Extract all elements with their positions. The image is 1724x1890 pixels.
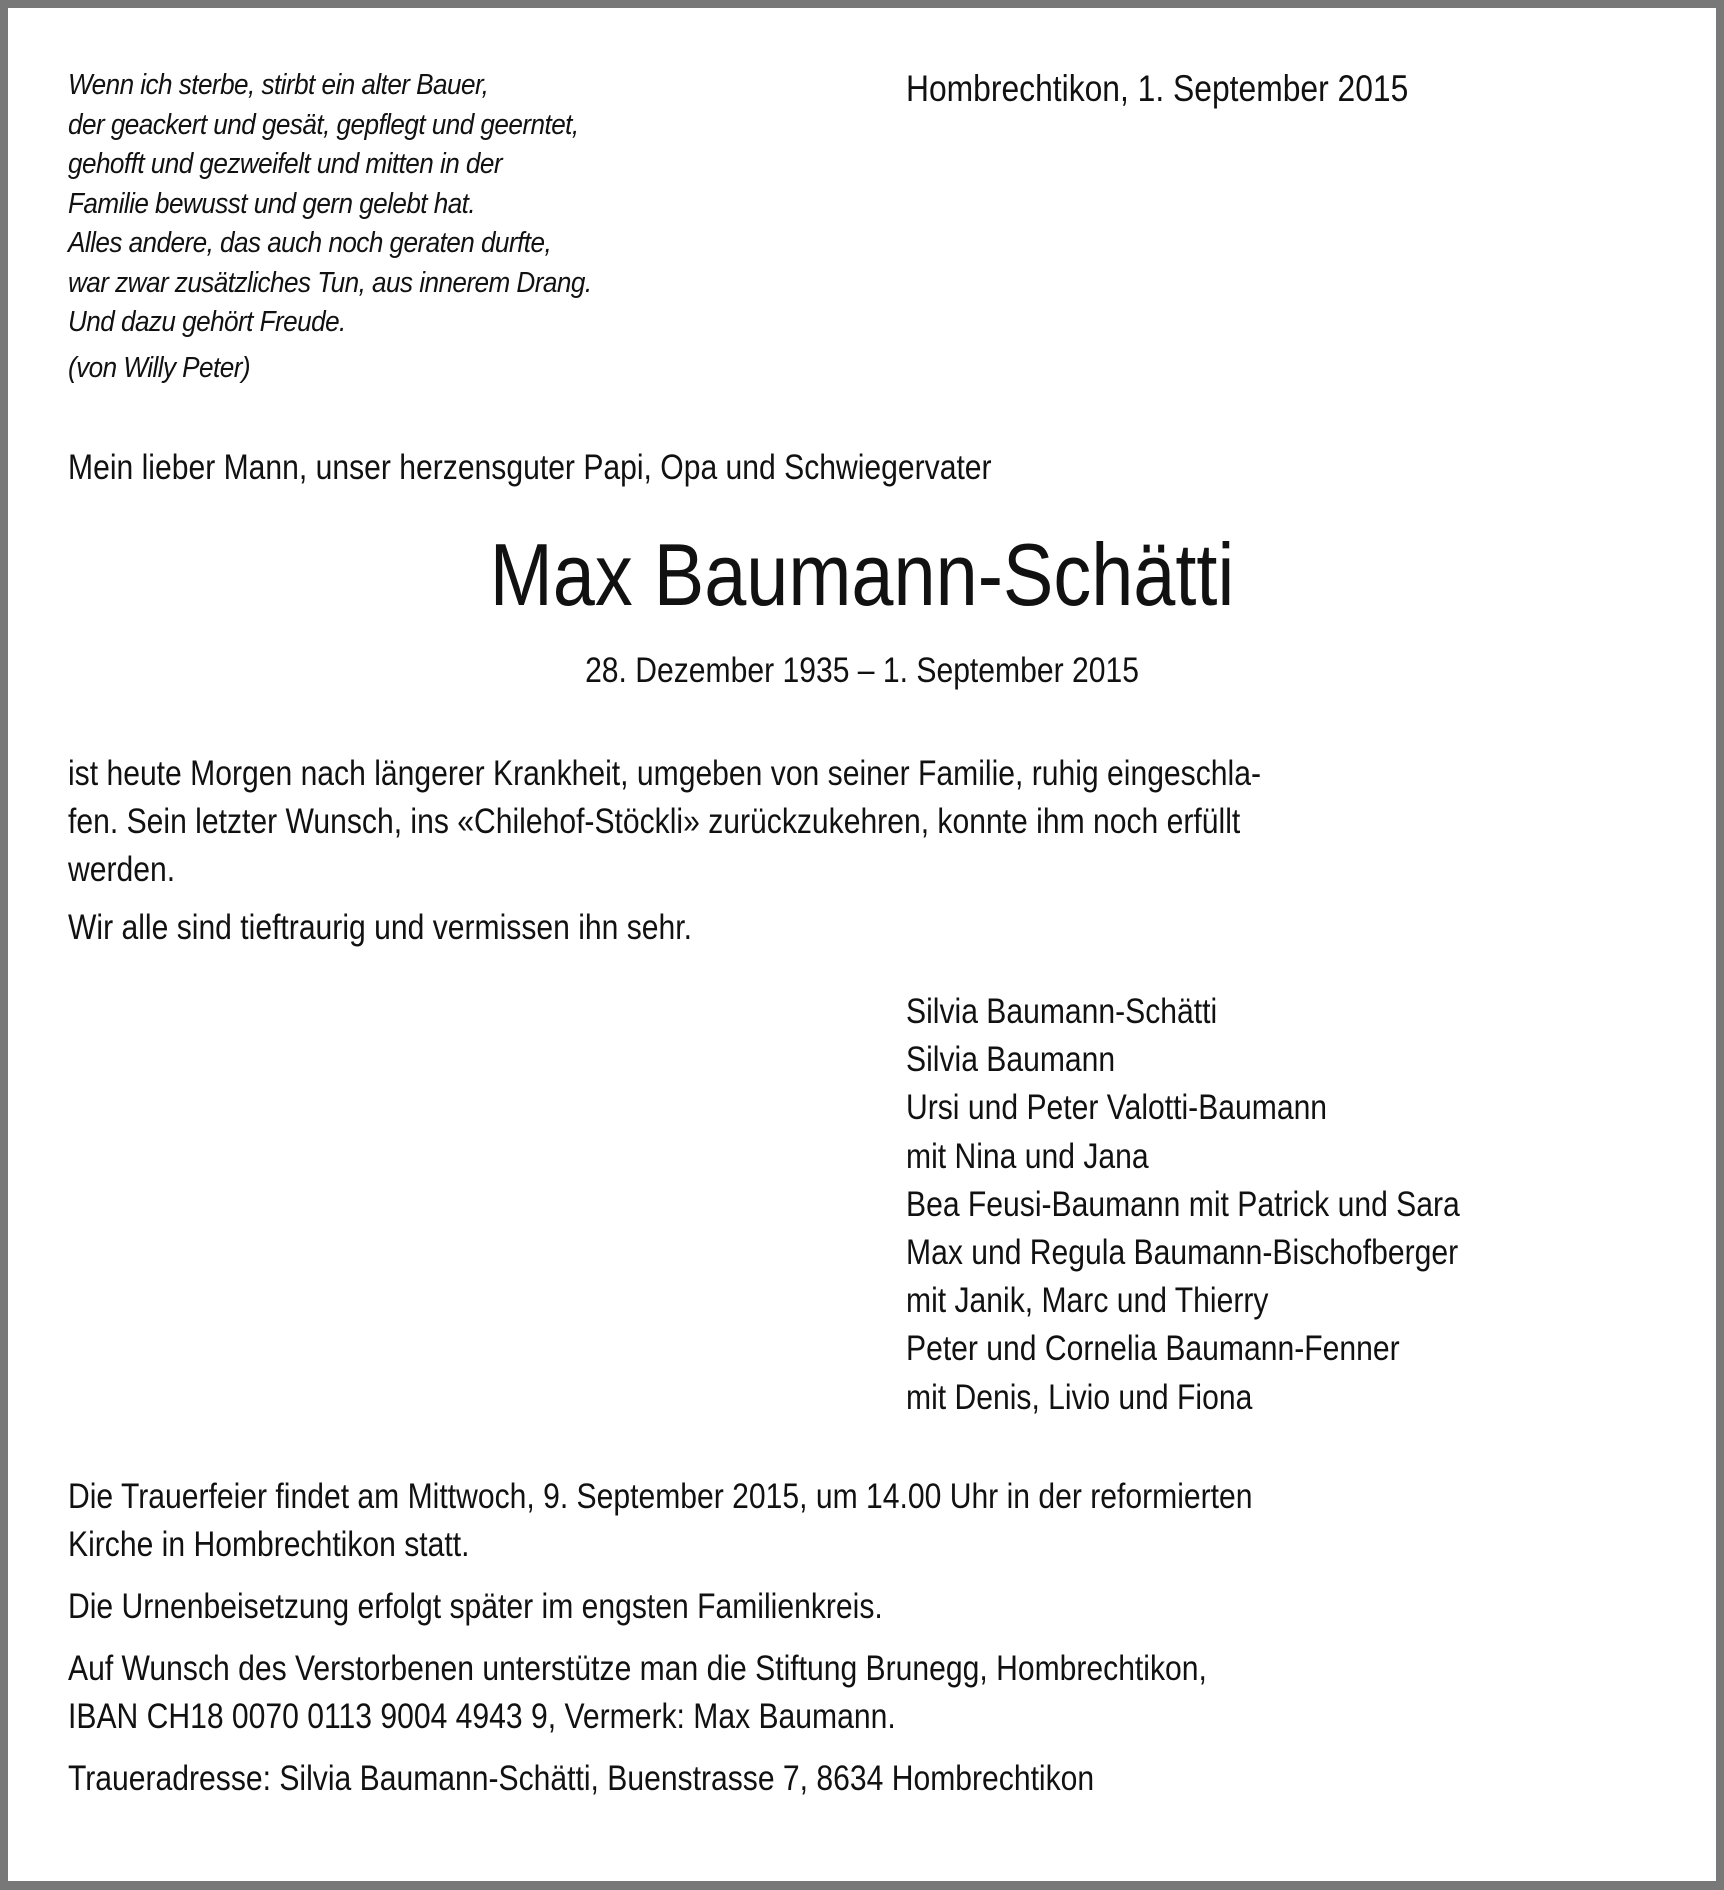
poem-line: Familie bewusst und gern gelebt hat. xyxy=(68,187,476,220)
mourners-list xyxy=(906,988,1460,1422)
mourner: mit Janik, Marc und Thierry xyxy=(906,1281,1269,1321)
urn-burial-line: Die Urnenbeisetzung erfolgt später im engsten Familienkreis. xyxy=(68,1587,883,1626)
intro-line: Mein lieber Mann, unser herzensguter Papi, Opa und Schwiegervater xyxy=(68,448,992,487)
poem xyxy=(68,66,592,388)
closing-section xyxy=(68,1473,1252,1817)
donation-info xyxy=(68,1645,1252,1741)
announcement-line: fen. Sein letzter Wunsch, ins «Chilehof-Stöckli» zurückzukehren, konnte ihm noch erfüllt xyxy=(68,802,1241,841)
mourner: mit Denis, Livio und Fiona xyxy=(906,1377,1253,1417)
mourner: mit Nina und Jana xyxy=(906,1136,1149,1176)
mourning-address xyxy=(68,1755,1252,1803)
poem-line: gehofft und gezweifelt und mitten in der xyxy=(68,148,502,180)
announcement-line: werden. xyxy=(68,850,176,889)
poem-author: (von Willy Peter) xyxy=(68,351,251,384)
mourner: Peter und Cornelia Baumann-Fenner xyxy=(906,1329,1400,1369)
announcement-line: ist heute Morgen nach längerer Krankheit, umgeben von seiner Familie, ruhig eingeschla- xyxy=(68,754,1261,793)
mourner: Silvia Baumann-Schätti xyxy=(906,992,1218,1031)
urn-burial-info xyxy=(68,1583,1252,1631)
funeral-info-line: Die Trauerfeier findet am Mittwoch, 9. September 2015, um 14.00 Uhr in der reformierten xyxy=(68,1477,1253,1516)
announcement-paragraph xyxy=(68,750,1384,894)
mourner: Ursi und Peter Valotti-Baumann xyxy=(906,1088,1328,1128)
poem-line: war zwar zusätzliches Tun, aus innerem Drang. xyxy=(68,266,592,299)
funeral-info-line: Kirche in Hombrechtikon statt. xyxy=(68,1525,470,1564)
grief-statement: Wir alle sind tieftraurig und vermissen ihn sehr. xyxy=(68,908,693,947)
donation-line: Auf Wunsch des Verstorbenen unterstütze man die Stiftung Brunegg, Hombrechtikon, xyxy=(68,1649,1207,1688)
funeral-info xyxy=(68,1473,1252,1569)
poem-line: Und dazu gehört Freude. xyxy=(68,306,346,338)
donation-line: IBAN CH18 0070 0113 9004 4943 9, Vermerk: Max Baumann. xyxy=(68,1697,896,1736)
poem-line: Wenn ich sterbe, stirbt ein alter Bauer, xyxy=(68,69,489,101)
mourner: Max und Regula Baumann-Bischofberger xyxy=(906,1233,1459,1273)
lifespan-dates: 28. Dezember 1935 – 1. September 2015 xyxy=(585,651,1139,690)
obituary-page xyxy=(8,8,1716,1881)
mourner: Bea Feusi-Baumann mit Patrick und Sara xyxy=(906,1184,1460,1224)
poem-line: der geackert und gesät, gepflegt und geerntet, xyxy=(68,108,579,141)
mourner: Silvia Baumann xyxy=(906,1040,1116,1080)
poem-line: Alles andere, das auch noch geraten durfte, xyxy=(68,227,552,259)
dateline: Hombrechtikon, 1. September 2015 xyxy=(906,68,1409,109)
mourning-address-line: Traueradresse: Silvia Baumann-Schätti, Buenstrasse 7, 8634 Hombrechtikon xyxy=(68,1759,1095,1798)
deceased-name: Max Baumann-Schätti xyxy=(489,525,1235,624)
announcement xyxy=(68,750,1384,962)
